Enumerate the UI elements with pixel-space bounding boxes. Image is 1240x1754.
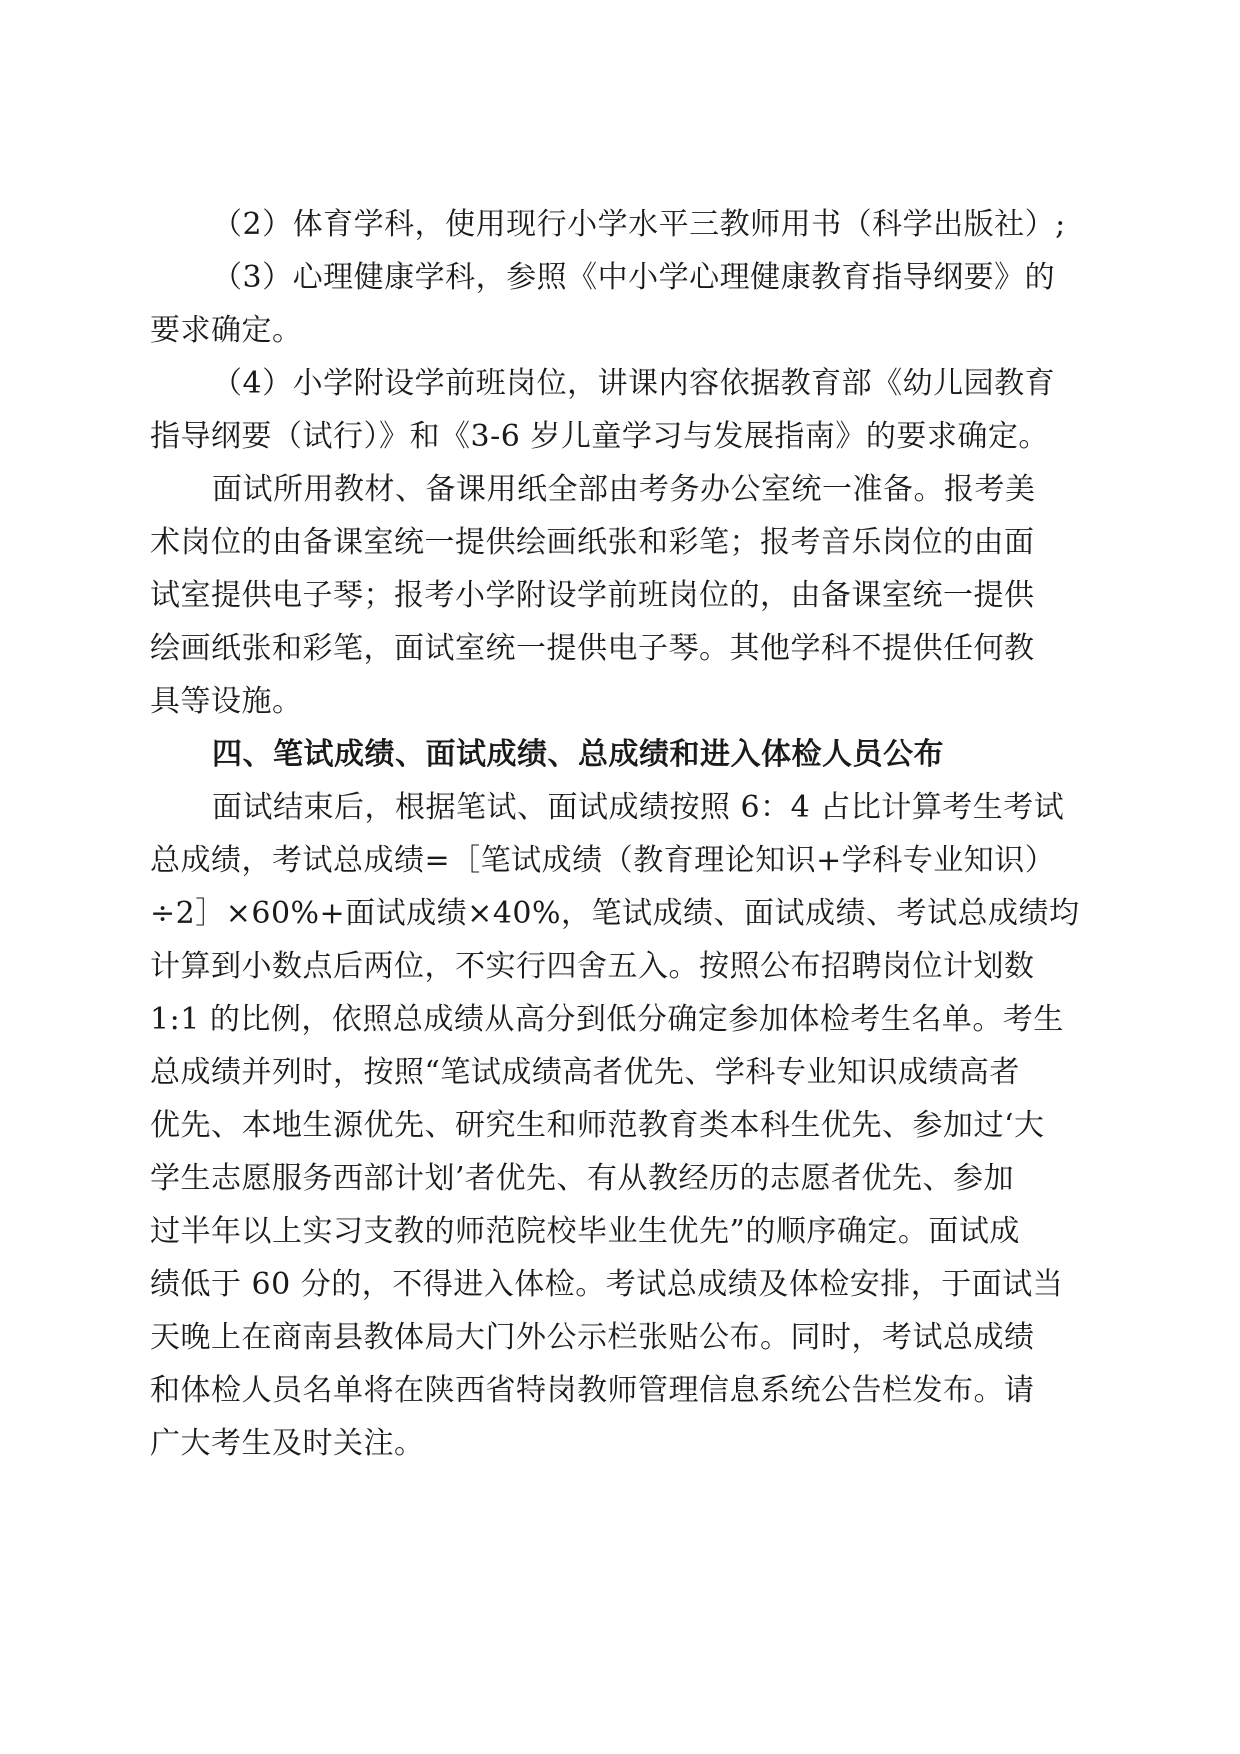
text-line: 指导纲要（试行）》和《3-6 岁儿童学习与发展指南》的要求确定。 [150,419,1049,454]
text-line: 总成绩并列时，按照“笔试成绩高者优先、学科专业知识成绩高者 [150,1055,1020,1090]
text-line: 具等设施。 [150,684,303,719]
text-line: 绩低于 60 分的，不得进入体检。考试总成绩及体检安排，于面试当 [150,1267,1064,1302]
text-line: 计算到小数点后两位，不实行四舍五入。按照公布招聘岗位计划数 [150,949,1035,984]
text-line: 优先、本地生源优先、研究生和师范教育类本科生优先、参加过‘大 [150,1108,1045,1143]
text-line: 面试所用教材、备课用纸全部由考务办公室统一准备。报考美 [212,472,1036,507]
text-line: 和体检人员名单将在陕西省特岗教师管理信息系统公告栏发布。请 [150,1373,1035,1408]
text-line: （2）体育学科，使用现行小学水平三教师用书（科学出版社）; [212,207,1066,242]
text-line: 天晚上在商南县教体局大门外公示栏张贴公布。同时，考试总成绩 [150,1320,1035,1355]
text-line: （3）心理健康学科，参照《中小学心理健康教育指导纲要》的 [212,260,1056,295]
text-line: ÷2］×60%+面试成绩×40%，笔试成绩、面试成绩、考试总成绩均 [150,896,1080,931]
text-line: 面试结束后，根据笔试、面试成绩按照 6：4 占比计算考生考试 [212,790,1065,825]
text-line: （4）小学附设学前班岗位，讲课内容依据教育部《幼儿园教育 [212,366,1056,401]
text-line: 广大考生及时关注。 [150,1426,425,1461]
text-line: 过半年以上实习支教的师范院校毕业生优先”的顺序确定。面试成 [150,1214,1020,1249]
text-line: 试室提供电子琴；报考小学附设学前班岗位的，由备课室统一提供 [150,578,1035,613]
text-line: 术岗位的由备课室统一提供绘画纸张和彩笔；报考音乐岗位的由面 [150,525,1035,560]
section-heading: 四、笔试成绩、面试成绩、总成绩和进入体检人员公布 [212,737,944,772]
text-line: 1:1 的比例，依照总成绩从高分到低分确定参加体检考生名单。考生 [150,1002,1064,1037]
text-line: 总成绩，考试总成绩=［笔试成绩（教育理论知识+学科专业知识） [150,843,1056,878]
text-line: 要求确定。 [150,313,303,348]
text-line: 绘画纸张和彩笔，面试室统一提供电子琴。其他学科不提供任何教 [150,631,1035,666]
text-line: 学生志愿服务西部计划’者优先、有从教经历的志愿者优先、参加 [150,1161,1015,1196]
